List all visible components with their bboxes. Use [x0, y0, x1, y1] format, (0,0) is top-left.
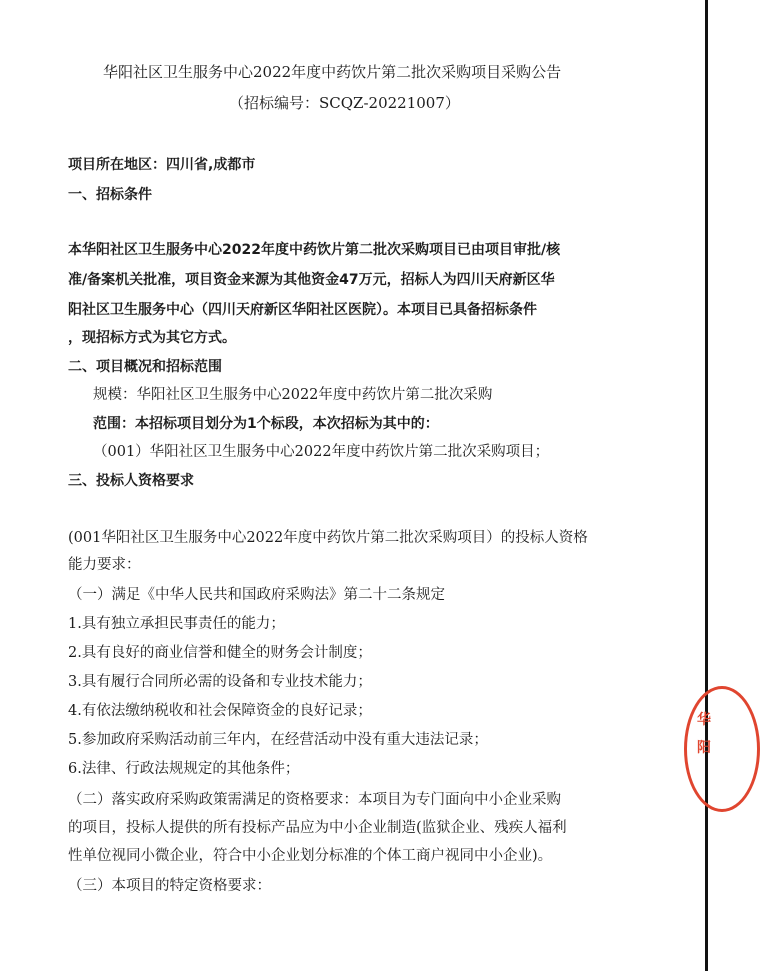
section2-scale: 规模：华阳社区卫生服务中心2022年度中药饮片第二批次采购: [93, 387, 493, 403]
document-title: 华阳社区卫生服务中心2022年度中药饮片第二批次采购项目采购公告: [103, 63, 562, 81]
bid-number: （招标编号：SCQZ-20221007）: [229, 94, 460, 112]
section3-sub2-line: 的项目，投标人提供的所有投标产品应为中小企业制造(监狱企业、残疾人福利: [68, 820, 567, 836]
section2-heading: 二、项目概况和招标范围: [68, 359, 222, 375]
section1-line: 准/备案机关批准，项目资金来源为其他资金47万元，招标人为四川天府新区华: [68, 272, 555, 288]
section2-lot: （001）华阳社区卫生服务中心2022年度中药饮片第二批次采购项目；: [93, 444, 550, 460]
requirement-item: 4.有依法缴纳税收和社会保障资金的良好记录；: [68, 703, 372, 719]
section3-sub3: （三）本项目的特定资格要求：: [68, 878, 271, 894]
section1-line: 阳社区卫生服务中心（四川天府新区华阳社区医院）。本项目已具备招标条件: [68, 302, 537, 318]
section1-line: 本华阳社区卫生服务中心2022年度中药饮片第二批次采购项目已由项目审批/核: [68, 242, 561, 258]
section3-heading: 三、投标人资格要求: [68, 473, 194, 489]
seal-char: 华: [697, 712, 711, 728]
section3-sub2-line: （二）落实政府采购政策需满足的资格要求：本项目为专门面向中小企业采购: [68, 792, 561, 808]
page-edge: [705, 0, 708, 971]
requirement-item: 2.具有良好的商业信誉和健全的财务会计制度；: [68, 645, 372, 661]
section1-line: ，现招标方式为其它方式。: [68, 330, 236, 346]
section1-heading: 一、招标条件: [68, 187, 152, 203]
section3-sub2-line: 性单位视同小微企业，符合中小企业划分标准的个体工商户视同中小企业)。: [68, 848, 553, 864]
requirement-item: 5.参加政府采购活动前三年内，在经营活动中没有重大违法记录；: [68, 732, 488, 748]
seal-char: 阳: [697, 740, 711, 756]
section2-scope: 范围：本招标项目划分为1个标段，本次招标为其中的：: [93, 416, 439, 432]
section3-sub1: （一）满足《中华人民共和国政府采购法》第二十二条规定: [68, 587, 445, 603]
requirement-item: 3.具有履行合同所必需的设备和专业技术能力；: [68, 674, 372, 690]
requirement-item: 1.具有独立承担民事责任的能力；: [68, 616, 285, 632]
project-location: 项目所在地区：四川省,成都市: [68, 157, 256, 173]
section3-intro-line: (001华阳社区卫生服务中心2022年度中药饮片第二批次采购项目）的投标人资格: [68, 530, 588, 546]
requirement-item: 6.法律、行政法规规定的其他条件；: [68, 761, 300, 777]
official-seal: [684, 686, 760, 812]
section3-intro-line: 能力要求：: [68, 557, 141, 573]
